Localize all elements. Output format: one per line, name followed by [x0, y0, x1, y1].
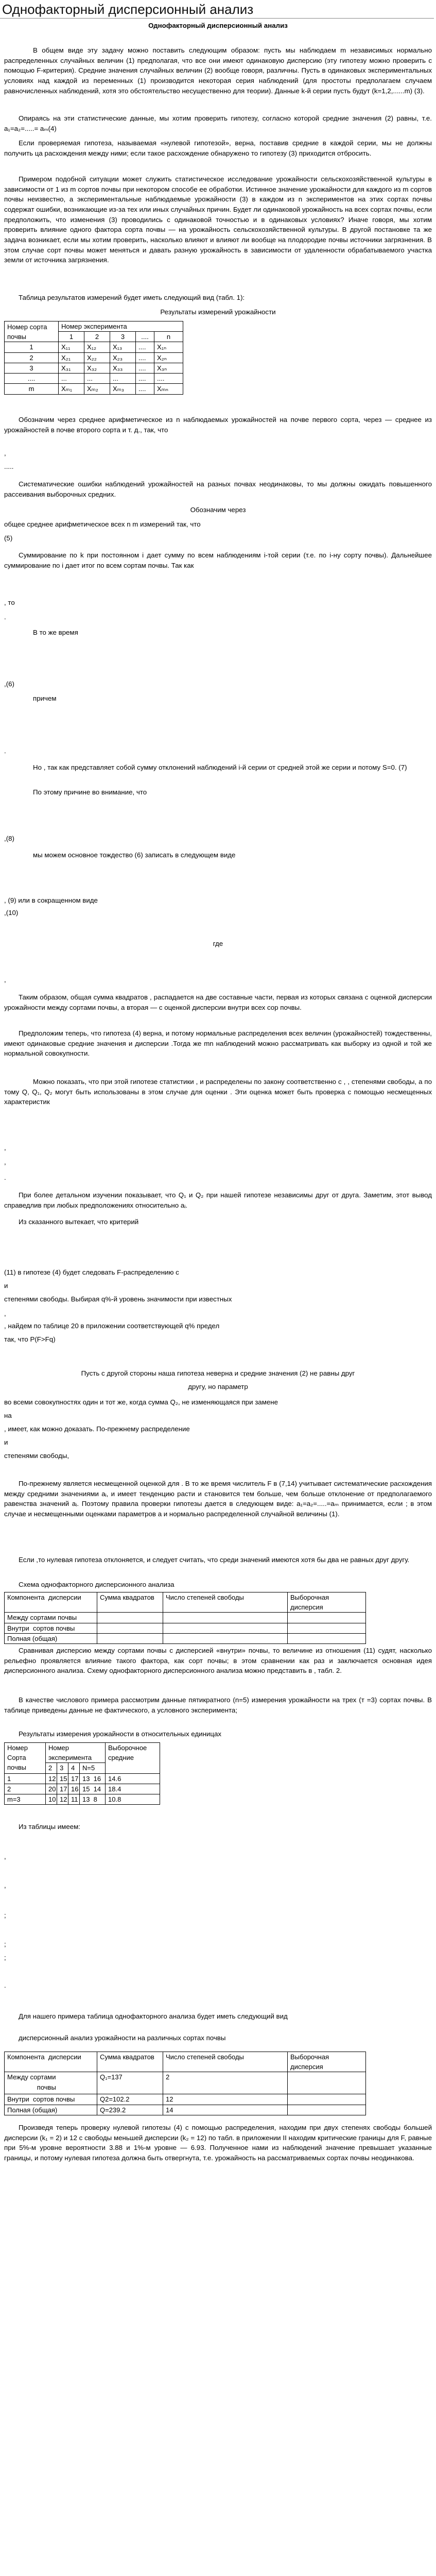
text-line [0, 1267, 436, 1278]
text-line-content: , [4, 976, 6, 984]
table-row [5, 2105, 366, 2115]
table-cell: Q₁=137 [97, 2072, 163, 2094]
text-line-content: , [4, 1882, 6, 1889]
table-wrapper [0, 1742, 436, 1805]
table-wrapper [0, 321, 436, 395]
text-line [0, 850, 436, 860]
table-cell: .... [136, 363, 154, 373]
paragraph [0, 1555, 436, 1565]
table-cell: 2 [5, 352, 59, 363]
paragraph-text: Если ,то нулевая гипотеза отклоняется, и следует считать, что среди значений имеются хотя бы два не равных друг другу. [19, 1556, 410, 1564]
text-line [0, 1143, 436, 1153]
table-cell: 15 [57, 1773, 68, 1784]
text-line-content: . [4, 1981, 6, 1989]
table-cell: Номер эксперимента [46, 1743, 106, 1763]
paragraph-text: Таблица результатов измерений будет иметь следующий вид (табл. 1): [19, 294, 245, 301]
table-cell: 13 16 [80, 1773, 106, 1784]
table-cell: 1 [5, 342, 59, 352]
text-line [0, 21, 436, 31]
table-3 [4, 1742, 160, 1805]
text-line-content: другу, но параметр [188, 1383, 248, 1391]
table-cell: 18.4 [106, 1784, 160, 1794]
table-cell: .... [136, 352, 154, 363]
text-line-content: . [4, 613, 6, 621]
table-cell: 1 [5, 1773, 46, 1784]
text-line-content: ; [4, 1954, 6, 1961]
text-line [0, 939, 436, 949]
table-cell: 17 [57, 1784, 68, 1794]
text-line-content: степенями свободы. Выбирая q%-й уровень значимости при известных [4, 1295, 232, 1303]
paragraph-text: Примером подобной ситуации может служить статистическое исследование урожайности сельскохозяйственной культуры в зависимости от 1 из m сортов почвы при некотором способе ее обработки. Истинное значение урожайности для каждого из m сортов почвы неизвестно, а экспериментальные наблюдаемые урожайности (3) в каждом из n экспериментов на этих сортах почвы содержат ошибки, возникающие из-за тех или иных случайных причин. Будет ли одинаковой урожайность на всех сортах почвы, если предположить, что изменения (3) проводились с одинаковой точностью и в одинаковых условиях? Иначе говоря, мы хотим проверить влияние одного фактора сорта почвы — на урожайность сельскохозяйственной культуры. В другой постановке та же задача возникает, если мы хотим проверить, насколько влияют и влияют ли вообще на плодородие почвы источники загрязнения. В этом случае сорт почвы может меняться и давать разную урожайность в зависимости от удаленности обрабатываемого участка земли от источника загрязнения. [4, 175, 432, 264]
text-line-content: и [4, 1282, 8, 1290]
table-cell: 2 [46, 1763, 57, 1773]
text-line-content: Из сказанного вытекает, что критерий [19, 1218, 139, 1226]
table-cell: X₃₃ [110, 363, 136, 373]
table-cell: Сумма квадратов [97, 1592, 163, 1613]
table-cell [288, 2094, 366, 2105]
text-line-content: , найдем по таблице 20 в приложении соответствующей q% предел [4, 1322, 220, 1330]
table-cell [163, 1613, 288, 1623]
paragraph-text: По-прежнему является несмещенной оценкой для . В то же время числитель F в (7,14) учитывает систематические расхождения между средними значениями aᵢ, и имеет тенденцию расти и становится тем больше, чем больше отклонение от предполагаемого равенства значений aᵢ. Поэтому правила проверки гипотезы дается в следующем виде: a₁=a₂=.....=aₘ принимается, если ; в этом случае и несмещенными оценками параметров a и нормально распределенной случайной величины (1). [4, 1480, 432, 1518]
paragraph [0, 2123, 436, 2163]
text-line-content: ,(6) [4, 680, 14, 688]
text-line-content: степенями свободы, [4, 1452, 69, 1460]
text-line-content: Пусть с другой стороны наша гипотеза неверна и средние значения (2) не равны друг [81, 1369, 355, 1377]
table-row [5, 1613, 366, 1623]
table-cell: 2 [84, 332, 110, 342]
text-line [0, 908, 436, 918]
text-line [0, 598, 436, 608]
text-line [0, 1334, 436, 1345]
text-line-content: Результаты измерения урожайности в относительных единицах [19, 1730, 222, 1738]
table-cell: 12 [163, 2094, 288, 2105]
table-cell: X₃₂ [84, 363, 110, 373]
table-cell: Xₘ₂ [84, 384, 110, 394]
table-cell: Полная (общая) [5, 2105, 97, 2115]
text-line-content: Результаты измерений урожайности [160, 308, 276, 316]
text-line [0, 1953, 436, 1963]
text-line [0, 1217, 436, 1227]
table-cell: 4 [68, 1763, 80, 1773]
text-line-content: . [4, 747, 6, 755]
table-cell: Сумма квадратов [97, 2052, 163, 2072]
text-line [0, 1451, 436, 1461]
table-1 [4, 321, 183, 395]
text-line [0, 1424, 436, 1434]
table-cell: 2 [5, 1784, 46, 1794]
table-cell: 14 [163, 2105, 288, 2115]
table-cell: .... [136, 384, 154, 394]
paragraph [0, 550, 436, 570]
text-line-content: причем [33, 694, 57, 702]
table-row [5, 1794, 160, 1805]
table-cell [288, 1613, 366, 1623]
text-line-content: По этому причине во внимание, что [33, 788, 147, 796]
text-line-content: ..... [4, 463, 14, 470]
text-line [0, 2033, 436, 2043]
table-cell: X₃₁ [59, 363, 84, 373]
text-line-content: дисперсионный анализ урожайности на различных сортах почвы [19, 2034, 226, 2042]
table-cell: ... [110, 374, 136, 384]
table-cell: 15 14 [80, 1784, 106, 1794]
title-divider [0, 18, 434, 19]
paragraph-text: Если проверяемая гипотеза, называемая «нулевой гипотезой», верна, поставив средние в каждой серии, мы не должны получить ца расхождения между ними; если такое расхождение обнаружено то гипотезу (3) приходится отбросить. [4, 139, 432, 157]
text-line [0, 307, 436, 317]
table-cell: .... [136, 374, 154, 384]
paragraph-text: Таким образом, общая сумма квадратов , распадается на две составные части, первая из которых связана с оценкой дисперсии урожайности между сортами почвы, а вторая — с оценкой дисперсии внутри всех сор почвы. [4, 993, 432, 1011]
text-line-content: Обозначим через [190, 506, 246, 514]
table-cell: Внутри сортов почвы [5, 1623, 97, 1633]
text-line-content: на [4, 1412, 12, 1419]
table-cell: .... [154, 374, 183, 384]
text-line [0, 1939, 436, 1950]
text-line-content: , [4, 1310, 6, 1317]
table-cell [288, 2072, 366, 2094]
text-line-content: ,(8) [4, 835, 14, 842]
paragraph [0, 1695, 436, 1715]
table-cell: X₃ₙ [154, 363, 183, 373]
text-line-content: Для нашего примера таблица однофакторного анализа будет иметь следующий вид [19, 2012, 288, 2020]
text-line [0, 519, 436, 530]
text-line [0, 1368, 436, 1379]
table-cell: 3 [5, 363, 59, 373]
table-wrapper [0, 2052, 436, 2115]
table-cell: Xₘ₁ [59, 384, 84, 394]
text-line [0, 1281, 436, 1291]
table-2 [4, 1592, 366, 1644]
table-row [5, 1592, 366, 1613]
table-cell: 11 [68, 1794, 80, 1805]
table-row [5, 1623, 366, 1633]
table-cell [97, 1613, 163, 1623]
text-line [0, 895, 436, 906]
paragraph [0, 415, 436, 435]
paragraph-text: В качестве числового примера рассмотрим данные пятикратного (n=5) измерения урожайности на трех (т =3) сортах почвы. В таблице приведены данные не фактического, а условного эксперимента; [4, 1696, 432, 1714]
table-cell: Q2=102.2 [97, 2094, 163, 2105]
text-line-content: . [4, 1174, 6, 1181]
table-cell: N=5 [80, 1763, 106, 1773]
table-wrapper [0, 1592, 436, 1644]
table-cell: 1 [59, 332, 84, 342]
table-cell: .... [136, 332, 154, 342]
text-line-content: общее среднее арифметическое всех n m измерений так, что [4, 520, 201, 528]
table-cell: 3 [57, 1763, 68, 1773]
table-row [5, 1633, 366, 1643]
table-row [5, 2052, 366, 2072]
text-line-content: Однофакторный дисперсионный анализ [148, 22, 288, 29]
paragraph-text: При более детальном изучении показывает, что Q₁ и Q₂ при нашей гипотезе независимы друг от друга. Заметим, этот вывод справедлив при любых предположениях относительно aᵢ. [4, 1191, 432, 1209]
text-line [0, 679, 436, 689]
paragraph-text: Но , так как представляет собой сумму отклонений наблюдений i-й серии от средней этой же серии и потому S=0. (7) [33, 764, 407, 771]
text-line [0, 1173, 436, 1183]
text-line [0, 1580, 436, 1590]
paragraph-text: В общем виде эту задачу можно поставить следующим образом: пусть мы наблюдаем m независимых нормально распределенных случайных величин (1) предполагая, что все они имеют одинаковую дисперсию (эту гипотезу можно проверить с помощью F-критерия). Средние значения случайных величин (2) вообще говоря, различны. Пусть в одинаковых экспериментальных условиях над каждой из переменных (1) производится некоторая серия наблюдений (для простоты предполагаем случаем равночисленных наблюдений, хотя это обстоятельство несущественно для теории). Данные k-й серии пусть будут (k=1,2,......m) (3). [4, 46, 432, 95]
table-row [5, 1743, 160, 1763]
table-cell: Выборочное средние [106, 1743, 160, 1774]
table-row [5, 2094, 366, 2105]
table-cell: Число степеней свободы [163, 2052, 288, 2072]
table-cell [97, 1633, 163, 1643]
text-line [0, 1309, 436, 1319]
text-line [0, 448, 436, 459]
paragraph-text: Сравнивая дисперсию между сортами почвы с дисперсией «внутри» почвы, то величине из отношения (11) судят, насколько рельефно проявляется влияние такого фактора, как сорт почвы; в этом сравнении как раз и заключается основная идея дисперсионного анализа. Схему однофакторного дисперсионного анализа можно представить в , табл. 2. [4, 1647, 432, 1675]
text-line-content: , то [4, 599, 15, 606]
table-cell: 10.8 [106, 1794, 160, 1805]
table-cell: .... [5, 374, 59, 384]
text-line-content: во всеми совокупностях один и тот же, когда сумма Q₂, не изменяющаяся при замене [4, 1398, 278, 1406]
text-line [0, 1437, 436, 1448]
text-line [0, 787, 436, 798]
table-cell: Номер сорта почвы [5, 321, 59, 342]
text-line [0, 693, 436, 704]
table-cell: Компонента дисперсии [5, 1592, 97, 1613]
table-cell: X₁ₙ [154, 342, 183, 352]
text-line [0, 628, 436, 638]
text-line [0, 1321, 436, 1331]
paragraph-text: Суммирование по k при постоянном i дает сумму по всем наблюдениям i-той серии (т.е. по i-ну сорту почвы). Дальнейшее суммирование по i дает итог по всем сортам почвы. Так как [4, 551, 432, 569]
paragraph [0, 1190, 436, 1210]
text-line [0, 462, 436, 472]
text-line-content: мы можем основное тождество (6) записать в следующем виде [33, 851, 236, 859]
paragraph-text: Произведя теперь проверку нулевой гипотезы (4) с помощью распределения, находим при двух степенях свободы большей дисперсии (k₁ = 2) и 12 с свободы меньшей дисперсии (k₂ = 12) по табл. в приложении II находим критические границы для F, равные при 5%-м уровне вероятности 3.88 и 1%-м уровне — 6.93. Полученное нами из наблюдений значение превышает указанные границы, и потому нулевая гипотеза должна быть отвергнута, т.е. урожайность на рассматриваемых сортах почвы неодинакова. [4, 2124, 432, 2162]
table-cell: Между сортами почвы [5, 2072, 97, 2094]
text-line [0, 505, 436, 515]
table-cell [163, 1623, 288, 1633]
table-cell: 2 [163, 2072, 288, 2094]
text-line [0, 975, 436, 985]
table-row [5, 384, 183, 394]
text-line-content: В то же время [33, 629, 78, 636]
table-cell: 14.6 [106, 1773, 160, 1784]
paragraph [0, 992, 436, 1012]
table-cell: 16 [68, 1784, 80, 1794]
table-cell: Между сортами почвы [5, 1613, 97, 1623]
text-line-content: , имеет, как можно доказать. По-прежнему распределение [4, 1425, 190, 1433]
table-cell: X₂ₙ [154, 352, 183, 363]
page-title-text: Однофакторный дисперсионный анализ [2, 2, 254, 17]
paragraph [0, 293, 436, 303]
text-line [0, 1880, 436, 1891]
text-line [0, 1910, 436, 1921]
text-line-content: (11) в гипотезе (4) будет следовать F-распределению с [4, 1268, 179, 1276]
paragraph [0, 45, 436, 96]
text-line-content: ; [4, 1940, 6, 1948]
text-line [0, 1822, 436, 1832]
text-line [0, 1397, 436, 1408]
table-cell: Внутри сортов почвы [5, 2094, 97, 2105]
table-row [5, 321, 183, 332]
text-line-content: так, что P(F>Fq) [4, 1335, 56, 1343]
paragraph-text: Систематические ошибки наблюдений урожайностей на разных почвах неодинаковы, то мы должны ожидать повышенного рассеивания выборочных средних. [4, 480, 432, 498]
text-line-content: Схема однофакторного дисперсионного анализа [19, 1581, 175, 1588]
paragraph [0, 479, 436, 499]
table-cell: 3 [110, 332, 136, 342]
table-cell: n [154, 332, 183, 342]
paragraph-text: Можно показать, что при этой гипотезе статистики , и распределены по закону соответственно с , , степенями свободы, а по тому Q, Q₁, Q₂ могут быть использованы в этом случае для оценки . Эти оценка может быть проверка с помощью несмещенных характеристик [4, 1078, 432, 1106]
table-row [5, 363, 183, 373]
text-line-content: (5) [4, 534, 13, 542]
text-line [0, 1157, 436, 1167]
text-line-content: , (9) или в сокращенном виде [4, 896, 98, 904]
table-cell: X₁₂ [84, 342, 110, 352]
table-4 [4, 2052, 366, 2115]
text-line [0, 1411, 436, 1421]
table-cell: X₁₁ [59, 342, 84, 352]
table-row [5, 374, 183, 384]
text-line-content: , [4, 1158, 6, 1166]
table-cell: Число степеней свободы [163, 1592, 288, 1613]
table-cell: 17 [68, 1773, 80, 1784]
table-row [5, 1784, 160, 1794]
paragraph-text: Предположим теперь, что гипотеза (4) верна, и потому нормальные распределения всех величин (урожайностей) тождественны, имеют одинаковые средние значения и дисперсии .Тогда же mn наблюдений можно рассматривать как выборку из одной и той же нормальной совокупности. [4, 1029, 432, 1058]
table-cell: Xₘₙ [154, 384, 183, 394]
text-line [0, 1852, 436, 1862]
text-line-content: , [4, 449, 6, 457]
paragraph [0, 174, 436, 265]
paragraph-text: Опираясь на эти статистические данные, мы хотим проверить гипотезу, согласно которой средние значения (2) равны, т.е. a₁=a₂=.....= aₘ(4) [4, 114, 432, 132]
table-cell: X₁₃ [110, 342, 136, 352]
table-row [5, 352, 183, 363]
text-line [0, 746, 436, 756]
table-cell: Полная (общая) [5, 1633, 97, 1643]
paragraph [0, 1077, 436, 1107]
table-cell: Q=239.2 [97, 2105, 163, 2115]
table-cell: 12 [46, 1773, 57, 1784]
text-line-content: ,(10) [4, 909, 19, 917]
text-line [0, 533, 436, 544]
table-row [5, 1773, 160, 1784]
table-cell: X₂₂ [84, 352, 110, 363]
table-cell [288, 2105, 366, 2115]
table-cell [97, 1623, 163, 1633]
table-cell [288, 1633, 366, 1643]
table-row [5, 2072, 366, 2094]
text-line [0, 1980, 436, 1991]
table-cell: Номер Сорта почвы [5, 1743, 46, 1774]
table-cell [163, 1633, 288, 1643]
text-line-content: Из таблицы имеем: [19, 1823, 80, 1831]
text-line [0, 834, 436, 844]
text-line-content: ; [4, 1911, 6, 1919]
table-cell: X₂₁ [59, 352, 84, 363]
table-cell: X₂₃ [110, 352, 136, 363]
text-line-content: где [213, 940, 223, 947]
text-line [0, 2011, 436, 2022]
table-cell: ... [84, 374, 110, 384]
text-line [0, 1382, 436, 1392]
table-cell: Xₘ₃ [110, 384, 136, 394]
table-cell: ... [59, 374, 84, 384]
text-line-content: , [4, 1853, 6, 1860]
table-cell: 13 8 [80, 1794, 106, 1805]
paragraph [0, 1646, 436, 1676]
table-cell: Выборочная дисперсия [288, 1592, 366, 1613]
page-title [0, 1, 436, 18]
text-line-content: и [4, 1438, 8, 1446]
table-cell: .... [136, 342, 154, 352]
paragraph [0, 762, 436, 773]
table-cell [288, 1623, 366, 1633]
paragraph [0, 1028, 436, 1059]
table-cell: m=3 [5, 1794, 46, 1805]
text-line [0, 1729, 436, 1739]
table-cell: Компонента дисперсии [5, 2052, 97, 2072]
table-cell: Номер эксперимента [59, 321, 183, 332]
paragraph [0, 113, 436, 133]
table-cell: 10 [46, 1794, 57, 1805]
table-row [5, 342, 183, 352]
table-cell: 20 [46, 1784, 57, 1794]
paragraph-text: Обозначим через среднее арифметическое из n наблюдаемых урожайностей на почве первого сорта, через — среднее из урожайностей в почве второго сорта и т. д., так, что [4, 416, 432, 434]
table-cell: m [5, 384, 59, 394]
paragraph [0, 138, 436, 158]
table-cell: Выборочная дисперсия [288, 2052, 366, 2072]
text-line-content: , [4, 1144, 6, 1151]
text-line [0, 1294, 436, 1304]
table-cell: 12 [57, 1794, 68, 1805]
paragraph [0, 1479, 436, 1519]
text-line [0, 612, 436, 622]
